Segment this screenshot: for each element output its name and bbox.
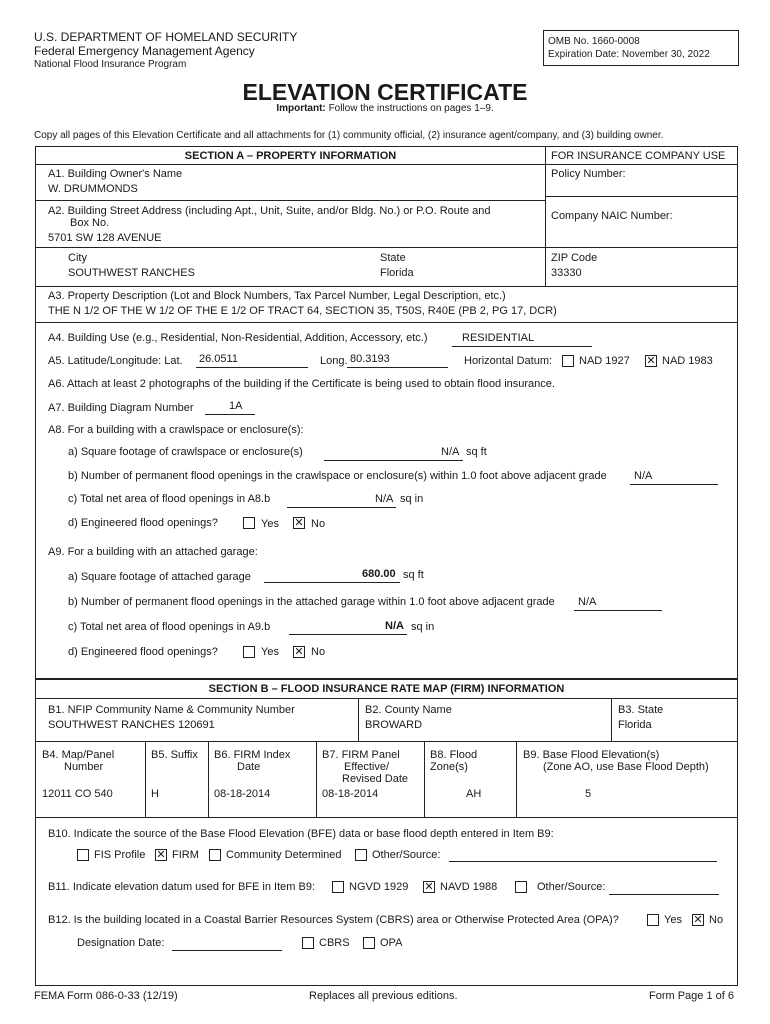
a8-label: A8. For a building with a crawlspace or enclosure(s): — [48, 424, 304, 436]
divider — [546, 196, 737, 197]
a8c-unit: sq in — [400, 493, 424, 505]
b5-value[interactable]: H — [151, 788, 159, 800]
omb-box — [543, 30, 739, 66]
a6-label: A6. Attach at least 2 photographs of the building if the Certificate is being used to obtain flood insurance. — [48, 378, 555, 390]
a8d-label: d) Engineered flood openings? — [68, 517, 218, 529]
opa-checkbox[interactable] — [363, 937, 375, 949]
divider — [145, 742, 146, 817]
b10-other-checkbox[interactable] — [355, 849, 367, 861]
a9b-underline — [574, 610, 662, 611]
b7-label-cont: Effective/ — [344, 761, 390, 773]
latitude-underline — [196, 367, 308, 368]
form-title: ELEVATION CERTIFICATE — [242, 79, 528, 105]
b11-other-source-label: Other/Source: — [537, 881, 606, 893]
a2-label: A2. Building Street Address (including Apt., Unit, Suite, and/or Bldg. No.) or P.O. Route and — [48, 205, 491, 217]
a2-value[interactable]: 5701 SW 128 AVENUE — [48, 232, 162, 244]
b3-label: B3. State — [618, 704, 664, 716]
policy-number-label: Policy Number: — [551, 168, 626, 180]
b6-value[interactable]: 08-18-2014 — [214, 788, 271, 800]
b12-label: B12. Is the building located in a Coastal Barrier Resources System (CBRS) area or Otherwise Protected Area (OPA)? — [48, 914, 619, 926]
a9a-value[interactable]: 680.00 — [362, 568, 396, 580]
cbrs-checkbox[interactable] — [302, 937, 314, 949]
a8c-underline — [287, 507, 396, 508]
a1-label: A1. Building Owner's Name — [48, 168, 183, 180]
b2-value[interactable]: BROWARD — [365, 719, 423, 731]
navd1988-label: NAVD 1988 — [440, 881, 498, 893]
zip-label: ZIP Code — [551, 252, 598, 264]
replaces-note: Replaces all previous editions. — [309, 990, 458, 1002]
b7-label: B7. FIRM Panel — [322, 749, 400, 761]
b1-label: B1. NFIP Community Name & Community Number — [48, 704, 295, 716]
a9d-no-checkbox[interactable]: ✕ — [294, 646, 304, 658]
ngvd1929-label: NGVD 1929 — [349, 881, 409, 893]
divider — [36, 817, 737, 818]
divider — [36, 698, 737, 699]
a3-value[interactable]: THE N 1/2 OF THE W 1/2 OF THE E 1/2 OF TRACT 64, SECTION 35, T50S, R40E (PB 2, PG 17, DCR) — [48, 305, 557, 317]
divider — [316, 742, 317, 817]
a9d-yes-label: Yes — [261, 646, 279, 658]
b10-other-source-label: Other/Source: — [372, 849, 441, 861]
divider — [36, 164, 737, 165]
a9d-no-label: No — [311, 646, 326, 658]
b6-label: B6. FIRM Index — [214, 749, 291, 761]
a8a-underline — [324, 460, 463, 461]
b7-value[interactable]: 08-18-2014 — [322, 788, 379, 800]
a4-underline — [452, 346, 592, 347]
opa-label: OPA — [380, 937, 403, 949]
expiration-date: Expiration Date: November 30, 2022 — [548, 49, 710, 60]
b11-other-checkbox[interactable] — [515, 881, 527, 893]
a9d-yes-checkbox[interactable] — [243, 646, 255, 658]
b12-no-checkbox[interactable]: ✕ — [693, 914, 703, 926]
b2-label: B2. County Name — [365, 704, 452, 716]
b10-fis-checkbox[interactable] — [77, 849, 89, 861]
b6-label-cont: Date — [237, 761, 261, 773]
important-text: Follow the instructions on pages 1–9. — [328, 103, 494, 114]
a8a-label: a) Square footage of crawlspace or enclosure(s) — [68, 446, 303, 458]
zip-value[interactable]: 33330 — [551, 267, 582, 279]
b8-label: B8. Flood — [430, 749, 478, 761]
a7-value[interactable]: 1A — [229, 400, 243, 412]
divider — [516, 742, 517, 817]
a9d-label: d) Engineered flood openings? — [68, 646, 218, 658]
b10-firm-checkbox[interactable]: ✕ — [156, 849, 166, 861]
state-value[interactable]: Florida — [380, 267, 414, 279]
horizontal-datum-label: Horizontal Datum: — [464, 355, 553, 367]
longitude-label: Long. — [320, 355, 348, 367]
b8-value[interactable]: AH — [466, 788, 482, 800]
b7-label-cont2: Revised Date — [342, 773, 409, 785]
longitude-value[interactable]: 80.3193 — [350, 353, 390, 365]
a9c-label: c) Total net area of flood openings in A9.b — [68, 621, 271, 633]
form-number: FEMA Form 086-0-33 (12/19) — [34, 990, 178, 1002]
city-label: City — [68, 252, 87, 264]
nad1983-label: NAD 1983 — [662, 355, 713, 367]
b10-label: B10. Indicate the source of the Base Flood Elevation (BFE) data or base flood depth entered in Item B9: — [48, 828, 554, 840]
program-name: National Flood Insurance Program — [34, 59, 187, 70]
divider — [358, 699, 359, 741]
b10-other-underline — [449, 861, 717, 862]
a2-label-cont: Box No. — [70, 217, 110, 229]
fis-profile-label: FIS Profile — [94, 849, 146, 861]
section-b-heading: SECTION B – FLOOD INSURANCE RATE MAP (FIRM) INFORMATION — [208, 683, 565, 695]
a7-label: A7. Building Diagram Number — [48, 402, 194, 414]
a8b-underline — [630, 484, 718, 485]
divider — [36, 741, 737, 742]
a4-value[interactable]: RESIDENTIAL — [462, 332, 535, 344]
a8c-label: c) Total net area of flood openings in A8.b — [68, 493, 271, 505]
state-label: State — [380, 252, 406, 264]
agency-name: Federal Emergency Management Agency — [34, 44, 255, 58]
divider — [36, 200, 545, 201]
latitude-value[interactable]: 26.0511 — [199, 353, 238, 365]
a8a-unit: sq ft — [466, 446, 487, 458]
b3-value[interactable]: Florida — [618, 719, 652, 731]
a9b-value[interactable]: N/A — [578, 596, 597, 608]
b9-label-cont: (Zone AO, use Base Flood Depth) — [543, 761, 709, 773]
a9-label: A9. For a building with an attached garage: — [48, 546, 258, 558]
longitude-underline — [347, 367, 448, 368]
a9a-underline — [264, 582, 400, 583]
cbrs-label: CBRS — [319, 937, 350, 949]
important-label: Important: — [276, 103, 326, 114]
b11-ngvd-checkbox[interactable] — [332, 881, 344, 893]
b12-yes-label: Yes — [664, 914, 682, 926]
designation-date-label: Designation Date: — [77, 937, 165, 949]
b4-value[interactable]: 12011 CO 540 — [42, 788, 113, 800]
a8d-yes-label: Yes — [261, 518, 279, 530]
a8d-yes-checkbox[interactable] — [243, 517, 255, 529]
a8d-no-checkbox[interactable]: ✕ — [294, 517, 304, 529]
a9a-unit: sq ft — [403, 569, 424, 581]
a9c-unit: sq in — [411, 621, 435, 633]
divider — [424, 742, 425, 817]
divider — [36, 322, 737, 323]
divider — [36, 286, 737, 287]
a8d-no-label: No — [311, 518, 326, 530]
a5-label: A5. Latitude/Longitude: Lat. — [48, 355, 183, 367]
designation-date-underline[interactable] — [172, 950, 282, 951]
a8b-value[interactable]: N/A — [634, 470, 653, 482]
b11-other-underline — [609, 894, 719, 895]
b11-label: B11. Indicate elevation datum used for BFE in Item B9: — [48, 881, 315, 893]
b12-yes-checkbox[interactable] — [647, 914, 659, 926]
a8a-value[interactable]: N/A — [441, 446, 460, 458]
section-a-heading: SECTION A – PROPERTY INFORMATION — [184, 150, 397, 162]
a9b-label: b) Number of permanent flood openings in the attached garage within 1.0 foot above adjacent grade — [68, 596, 555, 608]
page-number: Form Page 1 of 6 — [649, 990, 734, 1002]
a7-underline — [205, 414, 255, 415]
department-name: U.S. DEPARTMENT OF HOMELAND SECURITY — [34, 30, 298, 44]
city-value[interactable]: SOUTHWEST RANCHES — [68, 267, 195, 279]
copy-note: Copy all pages of this Elevation Certificate and all attachments for (1) community official, (2) insurance agent/company, and (3) building owner. — [34, 130, 664, 141]
nad1927-label: NAD 1927 — [579, 355, 630, 367]
community-determined-label: Community Determined — [226, 849, 342, 861]
a8c-value[interactable]: N/A — [375, 493, 394, 505]
b11-navd-checkbox[interactable]: ✕ — [424, 881, 434, 893]
b1-value[interactable]: SOUTHWEST RANCHES 120691 — [48, 719, 215, 731]
insurance-use-heading: FOR INSURANCE COMPANY USE — [551, 150, 726, 162]
a3-label: A3. Property Description (Lot and Block Numbers, Tax Parcel Number, Legal Description, etc.) — [48, 290, 506, 302]
firm-label: FIRM — [172, 849, 199, 861]
b10-community-checkbox[interactable] — [209, 849, 221, 861]
omb-number: OMB No. 1660-0008 — [548, 36, 640, 47]
divider — [36, 247, 737, 248]
b8-label-cont: Zone(s) — [430, 761, 468, 773]
b5-label: B5. Suffix — [151, 749, 198, 761]
nad1927-checkbox[interactable] — [562, 355, 574, 367]
divider — [208, 742, 209, 817]
a9c-value[interactable]: N/A — [385, 620, 404, 632]
naic-number-label: Company NAIC Number: — [551, 210, 673, 222]
divider — [611, 699, 612, 741]
a8b-label: b) Number of permanent flood openings in the crawlspace or enclosure(s) within 1.0 foot above adjacent grade — [68, 470, 607, 482]
a9a-label: a) Square footage of attached garage — [68, 571, 251, 583]
a1-value[interactable]: W. DRUMMONDS — [48, 183, 138, 195]
a9c-underline — [289, 634, 407, 635]
b4-label: B4. Map/Panel — [42, 749, 115, 761]
important-note — [0, 103, 770, 114]
a4-label: A4. Building Use (e.g., Residential, Non-Residential, Addition, Accessory, etc.) — [48, 332, 428, 344]
b4-label-cont: Number — [64, 761, 104, 773]
b12-no-label: No — [709, 914, 724, 926]
insurance-column-divider — [545, 147, 546, 286]
b9-label: B9. Base Flood Elevation(s) — [523, 749, 660, 761]
b9-value[interactable]: 5 — [585, 788, 592, 800]
nad1983-checkbox[interactable]: ✕ — [646, 355, 656, 367]
